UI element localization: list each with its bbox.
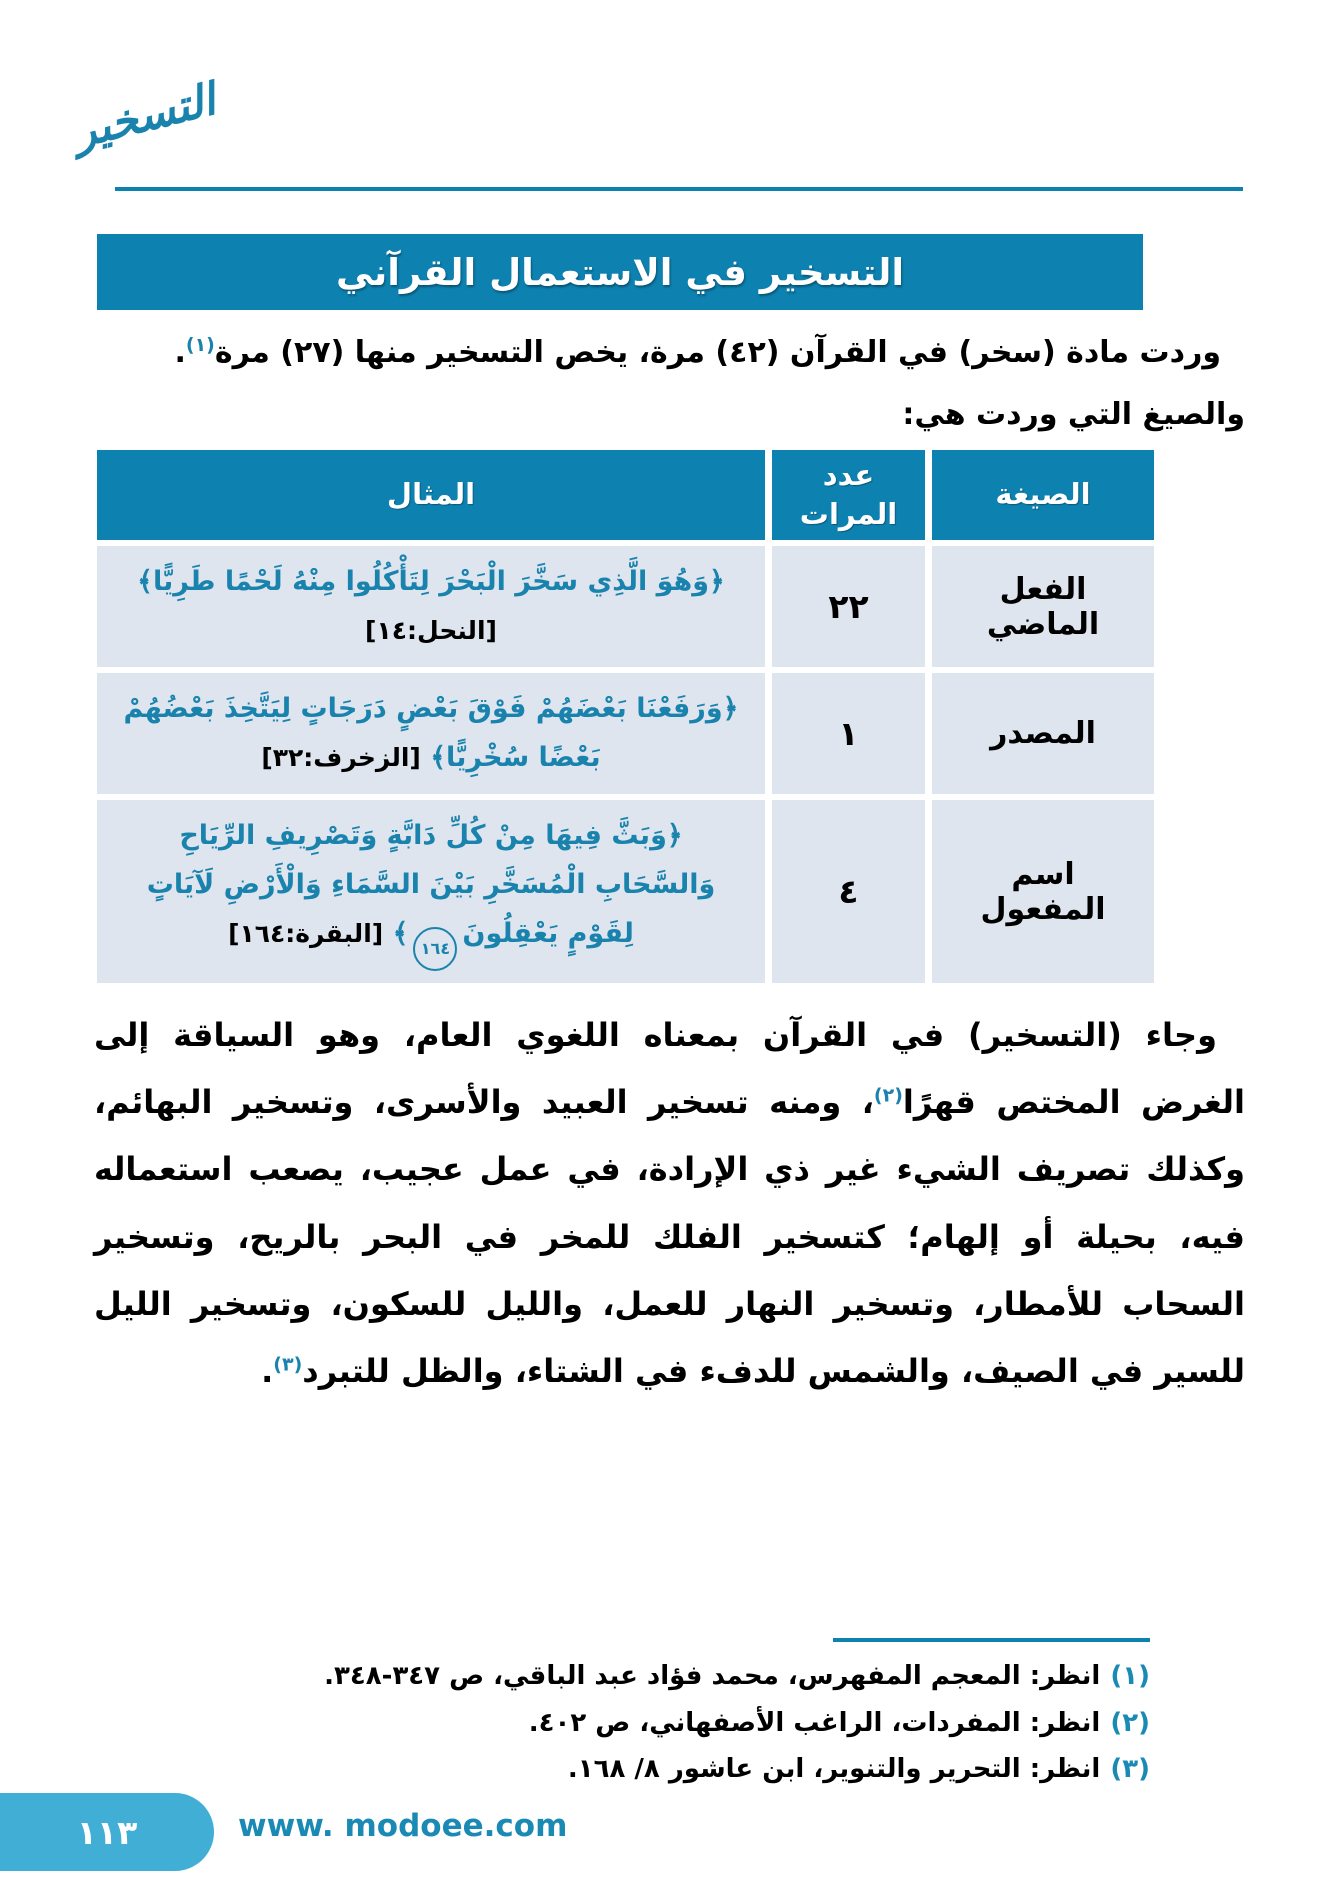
body-paragraph: وجاء (التسخير) في القرآن بمعناه اللغوي العام، وهو السياقة إلى الغرض المختص قهرًا$^{(٢)}$، ومنه تسخير العبيد والأسرى، وتسخير البهائم، وكذلك تصريف الشيء غير ذي الإرادة، في عمل عجيب، يصعب استعماله فيه، بحيلة أو إلهام؛ كتسخير الفلك للمخر في البحر بالريح، وتسخير السحاب للأمطار، وتسخير النهار للعمل، والليل للسكون، وتسخير الليل للسير في الصيف، والشمس للدفء في الشتاء، والظل للتبرد$^{(٣)}$.	[94, 1016, 1245, 1390]
footnote-3-number: (٣)	[1110, 1754, 1150, 1785]
verse-reference: [البقرة:١٦٤]	[228, 918, 384, 948]
footnote-2	[94, 1701, 1150, 1746]
table-row-3-form: اسم المفعول	[932, 800, 1154, 983]
footnote-3	[94, 1747, 1150, 1792]
forms-table	[97, 450, 1154, 983]
footnotes-block	[94, 1654, 1150, 1794]
quran-verse: ﴿وَرَفَعْنَا بَعْضَهُمْ فَوْقَ بَعْضٍ دَرَجَاتٍ لِيَتَّخِذَ بَعْضُهُمْ بَعْضًا سُخْرِيًّا﴾	[123, 693, 739, 773]
footnote-2-number: (٢)	[1110, 1707, 1150, 1738]
website-link[interactable]: www. modoee.com	[238, 1808, 568, 1844]
table-row-1-count: ٢٢	[772, 546, 925, 667]
column-header-example: المثال	[97, 450, 765, 540]
footnote-1	[94, 1654, 1150, 1699]
footnote-1-text: انظر: المعجم المفهرس، محمد فؤاد عبد الباقي، ص ٣٤٧-٣٤٨.	[324, 1661, 1101, 1691]
quran-verse: ﴿وَبَثَّ فِيهَا مِنْ كُلِّ دَابَّةٍ وَتَصْرِيفِ الرِّيَاحِ وَالسَّحَابِ الْمُسَخَّرِ بَيْنَ السَّمَاءِ وَالْأَرْضِ لَآيَاتٍ لِقَوْمٍ يَعْقِلُونَ	[146, 820, 716, 949]
table-row-2-example	[97, 673, 765, 794]
footnote-2-text: انظر: المفردات، الراغب الأصفهاني، ص ٤٠٢.	[528, 1707, 1101, 1738]
verse-reference: [النحل:١٤]	[365, 615, 497, 645]
table-row-3-example	[97, 800, 765, 983]
table-row-2-form: المصدر	[932, 673, 1154, 794]
section-title-banner	[97, 234, 1143, 310]
page-number: ١١٣	[76, 1812, 138, 1852]
footnote-3-text: انظر: التحرير والتنوير، ابن عاشور ٨/ ١٦٨.	[567, 1754, 1101, 1785]
verse-closing-bracket: ﴾	[392, 917, 409, 949]
footnote-1-number: (١)	[1110, 1661, 1150, 1691]
intro-line-1: وردت مادة (سخر) في القرآن (٤٢) مرة، يخص التسخير منها (٢٧) مرة$^{(١)}$.	[174, 334, 1221, 370]
footnote-marker-2: (٢)	[873, 1084, 903, 1107]
intro-paragraph	[94, 322, 1245, 445]
table-row-1-form: الفعل الماضي	[932, 546, 1154, 667]
chapter-logo-calligraphy: التسخير	[68, 74, 221, 159]
page-number-tab	[0, 1793, 214, 1871]
quran-verse: ﴿وَهُوَ الَّذِي سَخَّرَ الْبَحْرَ لِتَأْكُلُوا مِنْهُ لَحْمًا طَرِيًّا﴾	[137, 566, 725, 597]
ayah-number-medallion: ١٦٤	[413, 927, 457, 971]
verse-reference: [الزخرف:٣٢]	[261, 742, 421, 772]
footnote-marker-3: (٣)	[273, 1353, 303, 1376]
column-header-count: عدد المرات	[772, 450, 925, 540]
intro-line-2: والصيغ التي وردت هي:	[902, 396, 1245, 432]
table-row-1-example	[97, 546, 765, 667]
footnote-divider	[833, 1638, 1150, 1642]
table-row-3-count: ٤	[772, 800, 925, 983]
section-title: التسخير في الاستعمال القرآني	[335, 250, 905, 294]
column-header-form: الصيغة	[932, 450, 1154, 540]
footnote-marker-1: (١)	[185, 334, 215, 356]
header-divider	[115, 187, 1243, 191]
table-row-2-count: ١	[772, 673, 925, 794]
